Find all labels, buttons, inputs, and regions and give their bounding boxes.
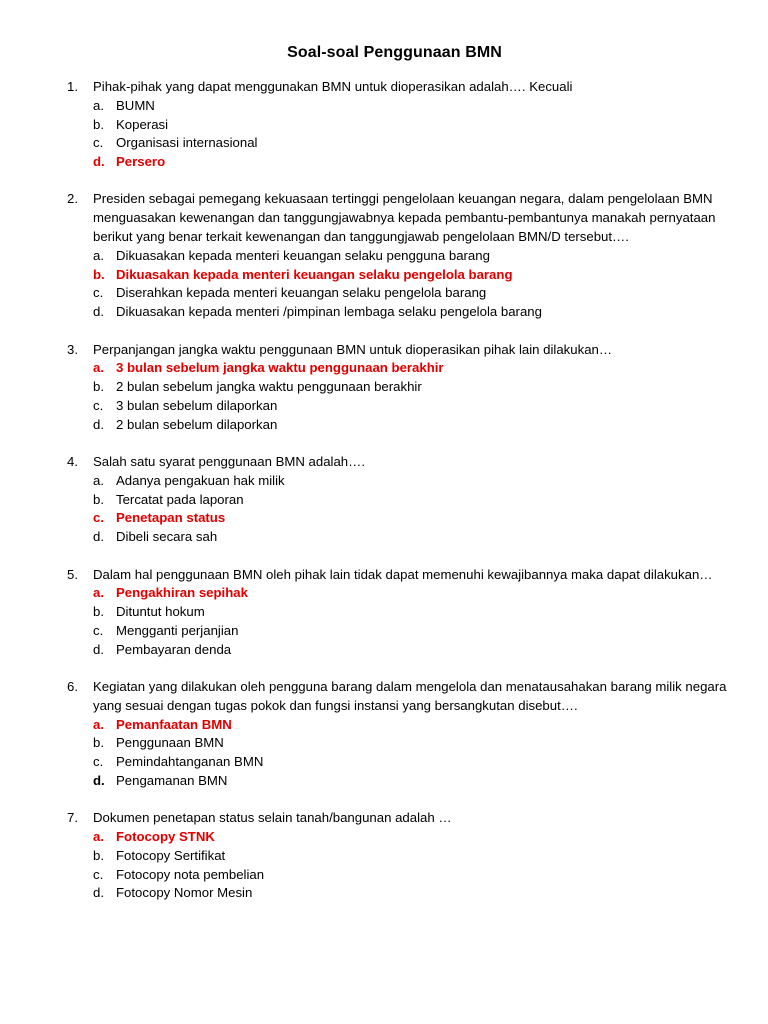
option-text: Pembayaran denda bbox=[116, 641, 232, 657]
option-letter: b. bbox=[93, 604, 104, 620]
question-text: Dalam hal penggunaan BMN oleh pihak lain tidak dapat memenuhi kewajibannya maka dapat dilakukan… bbox=[93, 566, 713, 582]
answer-option bbox=[67, 472, 728, 491]
answer-option bbox=[67, 603, 728, 622]
answer-option bbox=[67, 641, 728, 660]
option-letter: b. bbox=[93, 735, 104, 751]
question-number: 2. bbox=[67, 191, 78, 207]
question-item bbox=[67, 566, 728, 660]
option-text: Adanya pengakuan hak milik bbox=[116, 472, 285, 488]
answer-option bbox=[67, 884, 728, 903]
question-text: Salah satu syarat penggunaan BMN adalah…. bbox=[93, 454, 365, 470]
option-text: Dituntut hokum bbox=[116, 604, 205, 620]
option-text: 3 bulan sebelum jangka waktu penggunaan berakhir bbox=[116, 360, 444, 376]
option-letter: b. bbox=[93, 116, 104, 132]
question-text: Kegiatan yang dilakukan oleh pengguna barang dalam mengelola dan menatausahakan barang milik negara yang sesuai dengan tugas pokok dan fungsi instansi yang bersangkutan disebut…. bbox=[93, 679, 727, 713]
option-text: Mengganti perjanjian bbox=[116, 622, 239, 638]
option-text: Tercatat pada laporan bbox=[116, 491, 244, 507]
option-text: Koperasi bbox=[116, 116, 169, 132]
option-letter: c. bbox=[93, 622, 104, 638]
answer-option bbox=[67, 97, 728, 116]
option-letter: d. bbox=[93, 885, 104, 901]
option-letter: c. bbox=[93, 397, 104, 413]
answer-option bbox=[67, 303, 728, 322]
option-text: Penggunaan BMN bbox=[116, 735, 224, 751]
answer-option bbox=[67, 528, 728, 547]
answer-option bbox=[67, 734, 728, 753]
option-text: Penetapan status bbox=[116, 510, 226, 526]
question-line bbox=[67, 453, 728, 472]
answer-option bbox=[67, 416, 728, 435]
option-text: Persero bbox=[116, 154, 166, 170]
option-letter: a. bbox=[93, 829, 104, 845]
answer-option bbox=[67, 378, 728, 397]
question-text: Pihak-pihak yang dapat menggunakan BMN untuk dioperasikan adalah…. Kecuali bbox=[93, 79, 573, 94]
option-letter: d. bbox=[93, 304, 104, 320]
question-item bbox=[67, 453, 728, 547]
option-text: Fotocopy nota pembelian bbox=[116, 866, 265, 882]
option-text: Dikuasakan kepada menteri keuangan selaku pengelola barang bbox=[116, 266, 513, 282]
answer-option-correct bbox=[67, 509, 728, 528]
question-number: 3. bbox=[67, 341, 78, 357]
option-letter: d. bbox=[93, 154, 105, 170]
answer-option bbox=[67, 622, 728, 641]
page-title: Soal-soal Penggunaan BMN bbox=[287, 44, 502, 61]
option-letter: c. bbox=[93, 135, 104, 151]
answer-option-correct bbox=[67, 716, 728, 735]
option-letter: a. bbox=[93, 97, 104, 113]
answer-option bbox=[67, 772, 728, 791]
question-number: 6. bbox=[67, 679, 78, 695]
question-item bbox=[67, 809, 728, 903]
question-item bbox=[67, 678, 728, 791]
answer-option-correct bbox=[67, 266, 728, 285]
question-item bbox=[67, 190, 728, 322]
option-text: Dibeli secara sah bbox=[116, 529, 218, 545]
answer-option-correct bbox=[67, 153, 728, 172]
option-letter: c. bbox=[93, 510, 104, 526]
option-letter: b. bbox=[93, 266, 105, 282]
question-text: Presiden sebagai pemegang kekuasaan tertinggi pengelolaan keuangan negara, dalam pengelolaan BMN menguasakan kewenangan dan tanggungjawabnya kepada pembantu-pembantunya manakah pernyataan berikut yang benar terkait kewenangan dan tanggungjawab pengelolaan BMN/D tersebut…. bbox=[93, 191, 716, 245]
option-text: 3 bulan sebelum dilaporkan bbox=[116, 397, 278, 413]
option-text: Organisasi internasional bbox=[116, 135, 258, 151]
question-line bbox=[67, 566, 728, 585]
option-text: BUMN bbox=[116, 97, 155, 113]
question-line bbox=[67, 78, 728, 97]
option-letter: c. bbox=[93, 866, 104, 882]
option-text: Dikuasakan kepada menteri /pimpinan lembaga selaku pengelola barang bbox=[116, 304, 542, 320]
answer-option-correct bbox=[67, 584, 728, 603]
answer-option bbox=[67, 847, 728, 866]
answer-option bbox=[67, 247, 728, 266]
question-number: 5. bbox=[67, 566, 78, 582]
answer-option bbox=[67, 116, 728, 135]
option-text: Pengamanan BMN bbox=[116, 773, 228, 788]
option-letter: a. bbox=[93, 247, 104, 263]
option-letter: a. bbox=[93, 360, 104, 376]
question-number: 4. bbox=[67, 454, 78, 470]
question-line bbox=[67, 190, 728, 246]
question-number: 7. bbox=[67, 810, 78, 826]
answer-option bbox=[67, 397, 728, 416]
answer-option bbox=[67, 491, 728, 510]
question-line bbox=[67, 809, 728, 828]
question-text: Perpanjangan jangka waktu penggunaan BMN untuk dioperasikan pihak lain dilakukan… bbox=[93, 341, 613, 357]
option-letter: b. bbox=[93, 847, 104, 863]
option-text: Fotocopy STNK bbox=[116, 829, 215, 845]
question-item bbox=[67, 78, 728, 172]
option-text: Fotocopy Sertifikat bbox=[116, 847, 226, 863]
option-text: Dikuasakan kepada menteri keuangan selaku pengguna barang bbox=[116, 247, 490, 263]
option-text: 2 bulan sebelum jangka waktu penggunaan berakhir bbox=[116, 379, 422, 395]
question-list bbox=[67, 78, 728, 903]
option-text: 2 bulan sebelum dilaporkan bbox=[116, 416, 278, 432]
option-letter: c. bbox=[93, 754, 104, 770]
option-text: Diserahkan kepada menteri keuangan selaku pengelola barang bbox=[116, 285, 487, 301]
option-letter: a. bbox=[93, 716, 104, 732]
option-letter: c. bbox=[93, 285, 104, 301]
option-letter: a. bbox=[93, 585, 104, 601]
option-text: Pengakhiran sepihak bbox=[116, 585, 248, 601]
answer-option bbox=[67, 284, 728, 303]
question-line bbox=[67, 341, 728, 360]
option-letter: d. bbox=[93, 641, 104, 657]
question-text: Dokumen penetapan status selain tanah/bangunan adalah … bbox=[93, 810, 452, 826]
answer-option bbox=[67, 866, 728, 885]
option-letter: d. bbox=[93, 416, 104, 432]
option-letter: b. bbox=[93, 379, 104, 395]
option-text: Pemindahtanganan BMN bbox=[116, 754, 264, 770]
option-letter: d. bbox=[93, 773, 105, 788]
answer-option-correct bbox=[67, 828, 728, 847]
answer-option bbox=[67, 134, 728, 153]
option-text: Fotocopy Nomor Mesin bbox=[116, 885, 253, 901]
answer-option-correct bbox=[67, 359, 728, 378]
option-letter: d. bbox=[93, 529, 104, 545]
question-line bbox=[67, 678, 728, 716]
option-text: Pemanfaatan BMN bbox=[116, 716, 232, 732]
answer-option bbox=[67, 753, 728, 772]
option-letter: b. bbox=[93, 491, 104, 507]
question-number: 1. bbox=[67, 79, 78, 94]
question-item bbox=[67, 341, 728, 435]
option-letter: a. bbox=[93, 472, 104, 488]
